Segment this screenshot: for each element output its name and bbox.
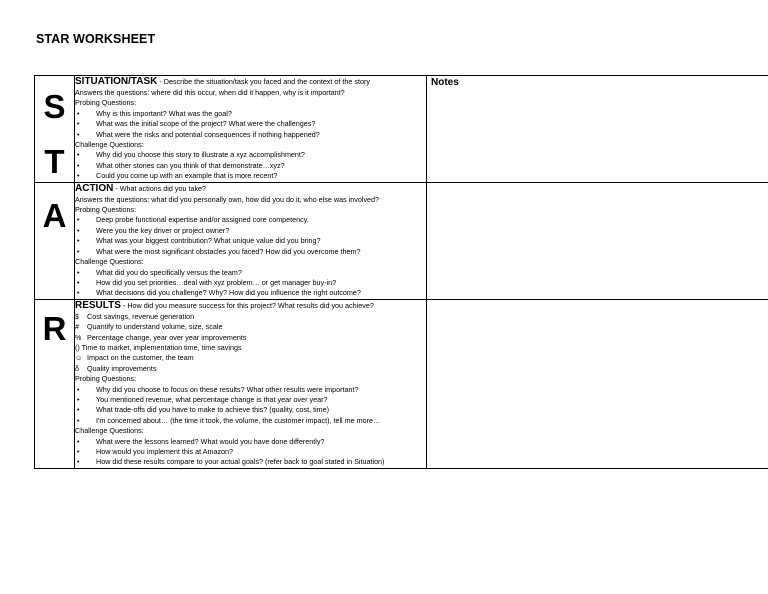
action-heading: ACTION — [75, 182, 114, 194]
list-item: • Why did you choose to focus on these results? What other results were important? — [75, 385, 426, 395]
situation-probing-label: Probing Questions: — [75, 98, 137, 108]
percent-symbol: % — [75, 332, 82, 342]
situation-heading: SITUATION/TASK — [75, 76, 158, 87]
results-cell — [75, 299, 427, 468]
metric-text: Quantify to understand volume, size, scale — [87, 322, 223, 332]
letter-r: R — [42, 309, 67, 347]
results-metric — [75, 353, 426, 363]
results-challenge-list — [75, 437, 426, 468]
results-description: - How did you measure success for this project? What results did you achieve? — [120, 300, 374, 310]
action-challenge-list — [75, 268, 426, 299]
situation-notes-cell[interactable] — [427, 76, 768, 183]
list-item: • What were the lessons learned? What would you have done differently? — [75, 437, 426, 447]
metric-text: Percentage change, year over year improvements — [87, 332, 247, 342]
list-item: • How did these results compare to your actual goals? (refer back to goal stated in Situation) — [75, 457, 426, 467]
situation-letter-cell — [35, 76, 75, 183]
results-challenge-label: Challenge Questions: — [75, 426, 144, 436]
situation-challenge-list — [75, 150, 426, 181]
results-notes-cell[interactable] — [427, 299, 768, 468]
results-probing-list — [75, 385, 426, 427]
situation-probing-list — [75, 109, 426, 140]
results-heading: RESULTS — [75, 299, 121, 311]
action-probing-label: Probing Questions: — [75, 205, 137, 215]
results-metric — [75, 312, 426, 322]
delta-symbol: δ — [75, 363, 80, 373]
list-item: • Why did you choose this story to illustrate a xyz accomplishment? — [75, 150, 426, 160]
list-item: • You mentioned revenue, what percentage change is that year over year? — [75, 395, 426, 405]
letter-a: A — [42, 196, 67, 234]
list-item: • What were the most significant obstacles you faced? How did you overcome them? — [75, 247, 426, 257]
metric-text: Impact on the customer, the team — [87, 353, 194, 363]
situation-challenge-label: Challenge Questions: — [75, 140, 144, 150]
action-cell — [75, 182, 427, 299]
action-probing-list — [75, 215, 426, 257]
list-item: • How would you implement this at Amazon? — [75, 447, 426, 457]
results-metric — [75, 333, 426, 343]
results-row — [35, 299, 768, 468]
results-metric — [75, 322, 426, 332]
hash-symbol: # — [75, 322, 79, 332]
list-item: • How did you set priorities…deal with xyz problem… or get manager buy-in? — [75, 278, 426, 288]
situation-row — [35, 76, 768, 183]
list-item: • What decisions did you challenge? Why? How did you influence the right outcome? — [75, 288, 426, 298]
results-letter-cell — [35, 299, 75, 468]
action-row — [35, 182, 768, 299]
situation-description: - Describe the situation/task you faced and the context of the story — [157, 77, 370, 86]
hourglass-icon: () — [75, 342, 80, 352]
list-item: • Deep probe functional expertise and/or assigned core competency. — [75, 215, 426, 225]
action-answers: Answers the questions: what did you personally own, how did you do it, who else was involved? — [75, 194, 380, 204]
situation-cell — [75, 76, 427, 183]
list-item: • Could you come up with an example that is more recent? — [75, 171, 426, 181]
list-item: • Why is this important? What was the goal? — [75, 109, 426, 119]
dollar-symbol: $ — [75, 311, 79, 321]
list-item: • What were the risks and potential consequences if nothing happened? — [75, 130, 426, 140]
list-item: • I'm concerned about… (the time it took, the volume, the customer impact), tell me more… — [75, 416, 426, 426]
page-title: STAR WORKSHEET — [36, 32, 156, 46]
letter-t: T — [44, 143, 65, 180]
action-challenge-label: Challenge Questions: — [75, 257, 144, 267]
situation-answers: Answers the questions: where did this occur, when did it happen, why is it important? — [75, 88, 345, 97]
results-metric — [75, 343, 426, 353]
notes-header: Notes — [431, 77, 459, 88]
list-item: • What trade-offs did you have to make to achieve this? (quality, cost, time) — [75, 405, 426, 415]
list-item: • What was your biggest contribution? What unique value did you bring? — [75, 236, 426, 246]
list-item: • What did you do specifically versus the team? — [75, 268, 426, 278]
letter-s: S — [43, 88, 66, 125]
list-item: • What other stories can you think of that demonstrate…xyz? — [75, 161, 426, 171]
smiley-icon: ☺ — [75, 353, 83, 363]
action-description: - What actions did you take? — [113, 183, 207, 193]
list-item: • Were you the key driver or project owner? — [75, 226, 426, 236]
metric-text: Time to market, implementation time, time savings — [81, 342, 242, 352]
action-notes-cell[interactable] — [427, 182, 768, 299]
results-metric — [75, 364, 426, 374]
star-table — [34, 75, 768, 469]
list-item: • What was the initial scope of the project? What were the challenges? — [75, 119, 426, 129]
action-letter-cell — [35, 182, 75, 299]
metric-text: Quality improvements — [87, 363, 157, 373]
metric-text: Cost savings, revenue generation — [87, 311, 195, 321]
results-probing-label: Probing Questions: — [75, 374, 137, 384]
